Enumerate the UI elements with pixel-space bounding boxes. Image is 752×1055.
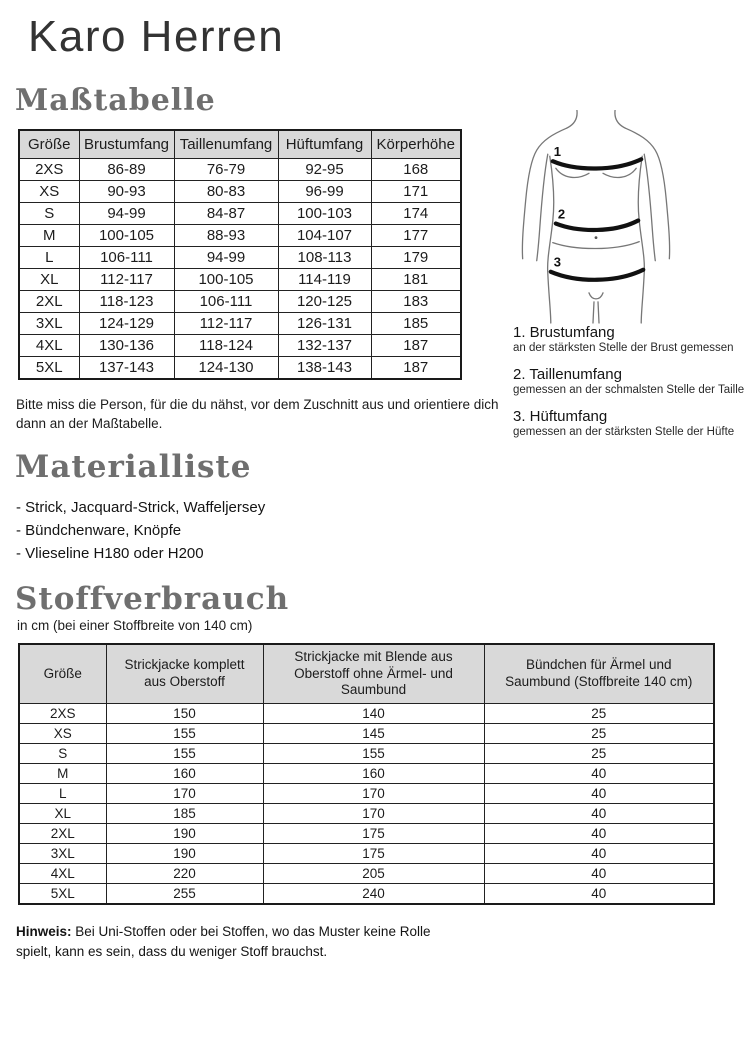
table-cell: 155 [106,724,263,744]
torso-figure-image [500,110,692,324]
legend-desc: gemessen an der schmalsten Stelle der Taille [513,383,745,396]
table-cell: 171 [371,181,461,203]
table-cell: 94-99 [174,247,278,269]
table-cell: 40 [484,824,714,844]
hinweis-label: Hinweis: [16,924,72,939]
measure-note-line2: dann an der Maßtabelle. [16,415,163,431]
table-cell: 132-137 [278,335,371,357]
fabric-usage-table [18,643,715,905]
table-cell: 118-124 [174,335,278,357]
table-row [19,203,461,225]
table-cell: 40 [484,864,714,884]
table-cell: 185 [106,804,263,824]
size-table [18,129,462,380]
table-cell: 124-129 [79,313,174,335]
section-heading-materialliste: Materialliste [15,449,252,485]
table-cell: XL [19,269,79,291]
table-cell: 3XL [19,313,79,335]
table-cell: 2XS [19,704,106,724]
table-row [19,159,461,181]
marker-3: 3 [553,254,562,270]
material-item: - Bündchenware, Knöpfe [16,521,182,539]
table-cell: 138-143 [278,357,371,380]
column-header: Bündchen für Ärmel und Saumbund (Stoffbreite 140 cm) [484,644,714,704]
table-cell: 170 [263,784,484,804]
table-cell: 2XL [19,291,79,313]
table-cell: 137-143 [79,357,174,380]
table-cell: 5XL [19,884,106,905]
table-cell: 175 [263,824,484,844]
table-row [19,804,714,824]
table-cell: 155 [106,744,263,764]
hinweis-line2: spielt, kann es sein, dass du weniger Stoff brauchst. [16,943,328,959]
table-cell: 118-123 [79,291,174,313]
measurement-legend [513,324,748,449]
legend-item-brustumfang [513,324,748,356]
legend-title: 3. Hüftumfang [513,407,608,425]
section-heading-stoffverbrauch: Stoffverbrauch [15,581,290,617]
table-cell: 124-130 [174,357,278,380]
legend-desc: gemessen an der stärksten Stelle der Hüfte [513,425,735,438]
table-cell: 205 [263,864,484,884]
table-row [19,313,461,335]
table-cell: 104-107 [278,225,371,247]
column-header: Strickjacke mit Blende aus Oberstoff ohne Ärmel- und Saumbund [263,644,484,704]
table-cell: 100-103 [278,203,371,225]
table-cell: 4XL [19,864,106,884]
hinweis-note [16,922,430,961]
column-header: Körperhöhe [371,130,461,159]
table-cell: 168 [371,159,461,181]
table-cell: S [19,203,79,225]
table-cell: 40 [484,784,714,804]
table-cell: 170 [106,784,263,804]
column-header: Strickjacke komplett aus Oberstoff [106,644,263,704]
table-cell: 25 [484,704,714,724]
table-row [19,335,461,357]
table-cell: 177 [371,225,461,247]
table-cell: 112-117 [79,269,174,291]
table-cell: 100-105 [174,269,278,291]
table-cell: 40 [484,884,714,905]
marker-1: 1 [553,144,562,160]
table-cell: 120-125 [278,291,371,313]
table-cell: 187 [371,357,461,380]
table-row [19,225,461,247]
table-row [19,724,714,744]
table-cell: 2XS [19,159,79,181]
torso-measurement-figure [500,110,692,324]
legend-desc: an der stärksten Stelle der Brust gemessen [513,342,734,354]
table-cell: 255 [106,884,263,905]
table-row [19,247,461,269]
stoffverbrauch-subtitle: in cm (bei einer Stoffbreite von 140 cm) [17,618,253,633]
table-row [19,291,461,313]
column-header: Größe [19,644,106,704]
column-header: Brustumfang [79,130,174,159]
table-row [19,704,714,724]
table-cell: 84-87 [174,203,278,225]
table-cell: 86-89 [79,159,174,181]
table-cell: 90-93 [79,181,174,203]
header-row [19,644,714,704]
material-item: - Strick, Jacquard-Strick, Waffeljersey [16,499,266,516]
legend-item-taillenumfang [513,366,748,398]
table-cell: 88-93 [174,225,278,247]
measure-note-line1: Bitte miss die Person, für die du nähst, vor dem Zuschnitt aus und orientiere dich [16,397,499,412]
table-cell: 114-119 [278,269,371,291]
table-cell: 170 [263,804,484,824]
material-list [16,497,265,566]
table-row [19,884,714,905]
header-row [19,130,461,159]
table-cell: 25 [484,724,714,744]
table-cell: 220 [106,864,263,884]
column-header: Größe [19,130,79,159]
table-cell: XS [19,181,79,203]
table-cell: 160 [106,764,263,784]
page-title: Karo Herren [28,12,285,61]
table-row [19,784,714,804]
table-cell: M [19,764,106,784]
table-cell: 108-113 [278,247,371,269]
table-row [19,181,461,203]
legend-title: 1. Brustumfang [513,324,615,341]
hip-measure-line [551,270,643,280]
table-cell: 187 [371,335,461,357]
table-cell: XL [19,804,106,824]
table-cell: 40 [484,844,714,864]
table-row [19,269,461,291]
table-cell: 3XL [19,844,106,864]
table-cell: 190 [106,844,263,864]
table-cell: 80-83 [174,181,278,203]
legend-title: 2. Taillenumfang [513,365,622,383]
table-row [19,864,714,884]
table-cell: 174 [371,203,461,225]
column-header: Taillenumfang [174,130,278,159]
table-cell: 112-117 [174,313,278,335]
table-cell: 160 [263,764,484,784]
table-cell: 76-79 [174,159,278,181]
hinweis-line1: Bei Uni-Stoffen oder bei Stoffen, wo das Muster keine Rolle [71,924,431,939]
table-cell: 96-99 [278,181,371,203]
table-cell: 2XL [19,824,106,844]
table-cell: 40 [484,764,714,784]
table-row [19,744,714,764]
table-row [19,844,714,864]
table-cell: 140 [263,704,484,724]
table-cell: 190 [106,824,263,844]
table-cell: M [19,225,79,247]
table-cell: L [19,784,106,804]
table-cell: S [19,744,106,764]
table-cell: 94-99 [79,203,174,225]
table-cell: 145 [263,724,484,744]
table-cell: 100-105 [79,225,174,247]
chest-measure-line [553,159,641,168]
table-cell: 5XL [19,357,79,380]
marker-2: 2 [557,206,566,222]
table-cell: 40 [484,804,714,824]
table-cell: 150 [106,704,263,724]
table-cell: 126-131 [278,313,371,335]
column-header: Hüftumfang [278,130,371,159]
table-cell: 130-136 [79,335,174,357]
table-cell: 181 [371,269,461,291]
table-cell: 4XL [19,335,79,357]
table-cell: 106-111 [79,247,174,269]
table-cell: 106-111 [174,291,278,313]
section-heading-masstabelle: Maßtabelle [15,83,216,118]
material-item: - Vlieseline H180 oder H200 [16,544,204,562]
table-cell: L [19,247,79,269]
table-cell: 92-95 [278,159,371,181]
table-cell: 25 [484,744,714,764]
table-cell: 240 [263,884,484,905]
table-row [19,764,714,784]
waist-measure-line [556,221,638,230]
table-cell: 185 [371,313,461,335]
table-cell: 183 [371,291,461,313]
table-cell: 175 [263,844,484,864]
table-row [19,824,714,844]
measure-note [16,396,499,434]
legend-item-hueftumfang [513,408,748,440]
table-cell: XS [19,724,106,744]
table-cell: 155 [263,744,484,764]
table-row [19,357,461,380]
table-cell: 179 [371,247,461,269]
